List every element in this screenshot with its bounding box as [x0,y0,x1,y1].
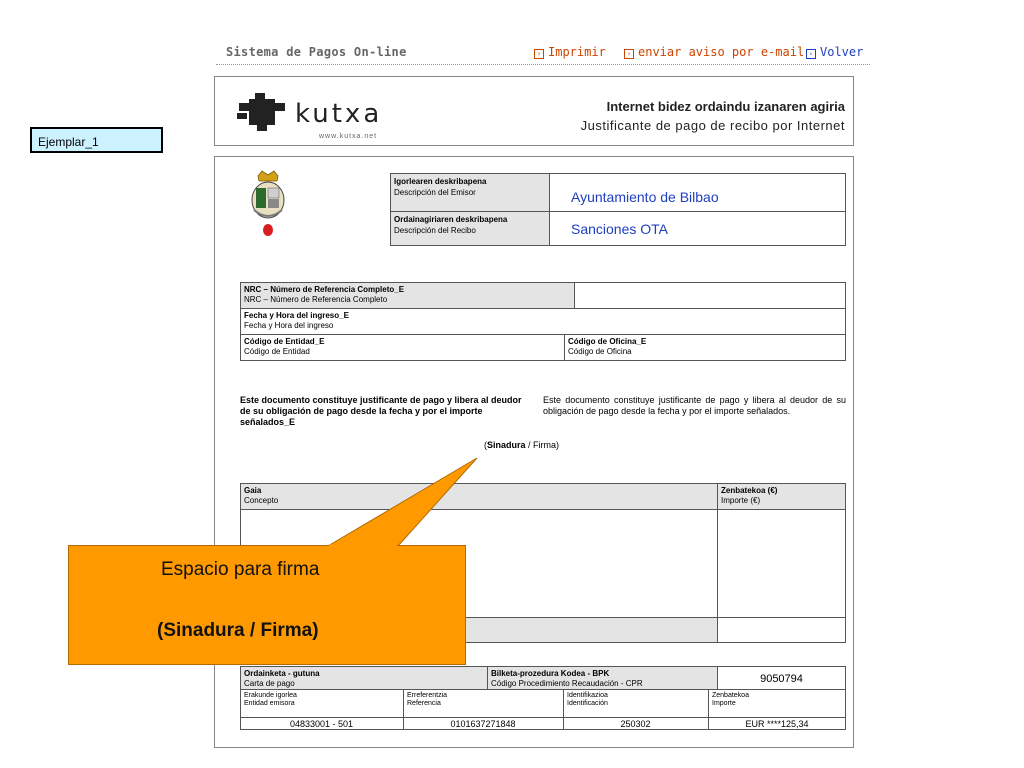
recibo-value: Sanciones OTA [571,221,669,237]
logo-url: www.kutxa.net [319,133,378,140]
bpk-label-bold: Bilketa-prozedura Kodea - BPK [491,669,610,678]
ordainketa-label: Carta de pago [244,679,295,688]
print-label: Imprimir [548,45,606,59]
header-title-es: Justificante de pago de recibo por Internet [580,118,845,133]
callout-line2: (Sinadura / Firma) [157,620,319,641]
entidad-emisora-value: 04833001 - 501 [289,719,354,729]
signature-callout [68,545,466,665]
arrow-right-icon: › [534,49,544,59]
concepto-label: Concepto [244,496,279,505]
col2-es: Referencia [407,700,441,707]
emisor-value: Ayuntamiento de Bilbao [571,189,719,205]
system-title: Sistema de Pagos On-line [226,45,407,59]
col1-es: Entidad emisora [244,700,295,707]
referencia-value: 0101637271848 [450,719,516,729]
fecha-label: Fecha y Hora del ingreso [244,321,334,330]
recibo-label-eu: Ordainagiriaren deskribapena [394,215,508,224]
col4-es: Importe [712,700,736,707]
emisor-label-eu: Igorlearen deskribapena [394,177,487,186]
col2-eu: Erreferentzia [407,692,448,699]
callout-joint [329,544,397,547]
entidad-label: Código de Entidad [244,347,310,356]
importe-label: Importe (€) [721,496,761,505]
identificacion-value: 250302 [620,719,651,729]
nrc-label: NRC – Número de Referencia Completo [244,295,388,304]
callout-line1: Espacio para firma [161,559,320,580]
sign-bold: Sinadura [487,440,526,450]
ordainketa-label-bold: Ordainketa - gutuna [244,669,320,678]
recibo-label-es: Descripción del Recibo [394,226,476,235]
nrc-label-bold: NRC – Número de Referencia Completo_E [244,285,405,294]
header-title-eu: Internet bidez ordaindu izanaren agiria [606,99,845,114]
emisor-label-es: Descripción del Emisor [394,188,476,197]
bpk-label: Código Procedimiento Recaudación - CPR [491,679,643,688]
entidad-label-bold: Código de Entidad_E [244,337,325,346]
col1-eu: Erakunde igorlea [244,692,297,699]
statement-es: Este documento constituye justificante de pago y libera al deudor de su obligación de pago desde la fecha y por el importe señalados. [543,395,846,416]
fecha-label-bold: Fecha y Hora del ingreso_E [244,311,349,320]
back-label: Volver [820,45,864,59]
gaia-label: Gaia [244,486,262,495]
logo-wordmark: kutxa [295,99,383,129]
arrow-right-icon: › [624,49,634,59]
importe-value: EUR ****125,34 [745,719,809,729]
sign-open: ( [484,440,487,450]
arrow-left-icon: ‹ [806,49,816,59]
col4-eu: Zenbatekoa [712,692,749,699]
statement-eu: Este documento constituye justificante de pago y libera al deudor de su obligación de pago desde la fecha y por el importe señalados_E [240,395,522,427]
col3-eu: Identifikazioa [567,692,608,699]
cpr-value: 9050794 [760,673,803,685]
col3-es: Identificación [567,700,608,707]
oficina-label-bold: Código de Oficina_E [568,337,647,346]
zenbatekoa-label: Zenbatekoa (€) [721,486,778,495]
ejemplar-label: Ejemplar_1 [30,127,163,153]
oficina-label: Código de Oficina [568,347,632,356]
sign-rest: / Firma) [525,440,560,450]
email-label: enviar aviso por e-mail [638,45,805,59]
